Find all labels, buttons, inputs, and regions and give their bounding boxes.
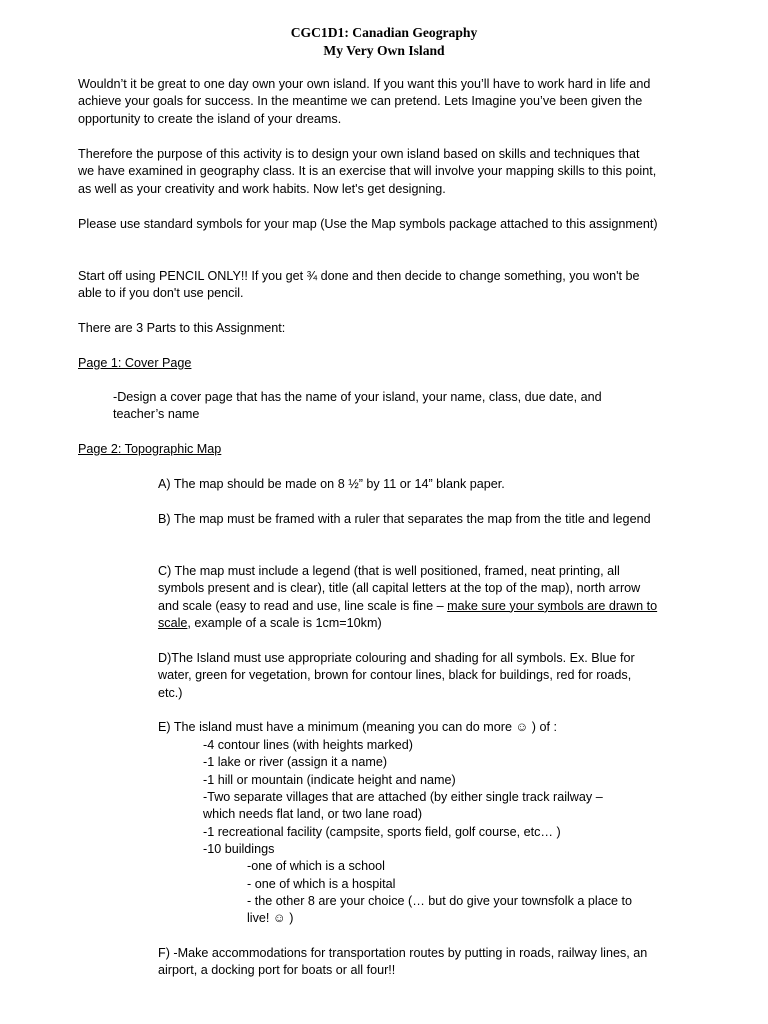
section-heading-text: Page 2: Topographic Map	[78, 442, 222, 456]
building-requirement: -one of which is a school	[247, 859, 385, 873]
underlined-instruction: make sure your symbols are drawn to scale	[158, 598, 658, 631]
intro-paragraph-1: Wouldn’t it be great to one day own your own island. If you want this you’ll have to work hard in life and achieve your goals for success. In the meantime we can pretend. Lets Imagine you’ve been given the opportunity to create the island of your dreams.	[78, 77, 651, 126]
building-requirement: - one of which is a hospital	[247, 877, 396, 891]
sub-requirement: -1 hill or mountain (indicate height and name)	[203, 773, 456, 787]
requirement-item-a: A) The map should be made on 8 ½” by 11 or 14” blank paper.	[158, 477, 505, 491]
intro-paragraph-4: Start off using PENCIL ONLY!! If you get ¾ done and then decide to change something, you won't be able to if you don't use pencil.	[78, 269, 640, 301]
sub-requirement: -1 lake or river (assign it a name)	[203, 755, 388, 769]
requirement-item-d: D)The Island must use appropriate colouring and shading for all symbols. Ex. Blue for water, green for vegetation, brown for contour lines, black for buildings, red for roads, etc.)	[158, 651, 635, 700]
requirement-item-c	[158, 563, 658, 633]
section-heading-page-1	[78, 355, 191, 372]
building-requirement: live! ☺ )	[247, 911, 294, 925]
sub-requirement: which needs flat land, or two lane road)	[203, 807, 423, 821]
requirement-item-f: F) -Make accommodations for transportation routes by putting in roads, railway lines, an airport, a docking port for boats or all four!!	[158, 946, 648, 978]
sub-requirement: -10 buildings	[203, 842, 275, 856]
document-title: CGC1D1: Canadian Geography	[290, 25, 478, 40]
section-heading-page-2	[78, 441, 221, 458]
document-subtitle: My Very Own Island	[323, 43, 445, 58]
cover-page-description: -Design a cover page that has the name of your island, your name, class, due date, and teacher’s name	[113, 390, 602, 422]
building-requirement: - the other 8 are your choice (… but do give your townsfolk a place to	[247, 894, 633, 908]
section-heading-text: Page 1: Cover Page	[78, 356, 192, 370]
requirement-text: C) The map must include a legend (that is well positioned, framed, neat printing, all symbols present and is clear), title (all capital letters at the top of the map), north arrow and scale (easy to read and use, line scale is fine –	[158, 564, 641, 613]
sub-requirement: -Two separate villages that are attached (by either single track railway –	[203, 790, 603, 804]
requirement-item-b: B) The map must be framed with a ruler that separates the map from the title and legend	[158, 512, 651, 526]
intro-paragraph-2: Therefore the purpose of this activity is to design your own island based on skills and techniques that we have examined in geography class. It is an exercise that will involve your mapping skills to this point, as well as your creativity and work habits. Now let's get designing.	[78, 147, 657, 196]
sub-requirement: -1 recreational facility (campsite, sports field, golf course, etc… )	[203, 825, 561, 839]
intro-paragraph-3: Please use standard symbols for your map (Use the Map symbols package attached to this assignment)	[78, 217, 658, 231]
requirement-item-e: E) The island must have a minimum (meaning you can do more ☺ ) of :	[158, 720, 558, 734]
sub-requirement: -4 contour lines (with heights marked)	[203, 738, 413, 752]
requirement-text: , example of a scale is 1cm=10km)	[187, 616, 382, 631]
intro-paragraph-5: There are 3 Parts to this Assignment:	[78, 321, 286, 335]
